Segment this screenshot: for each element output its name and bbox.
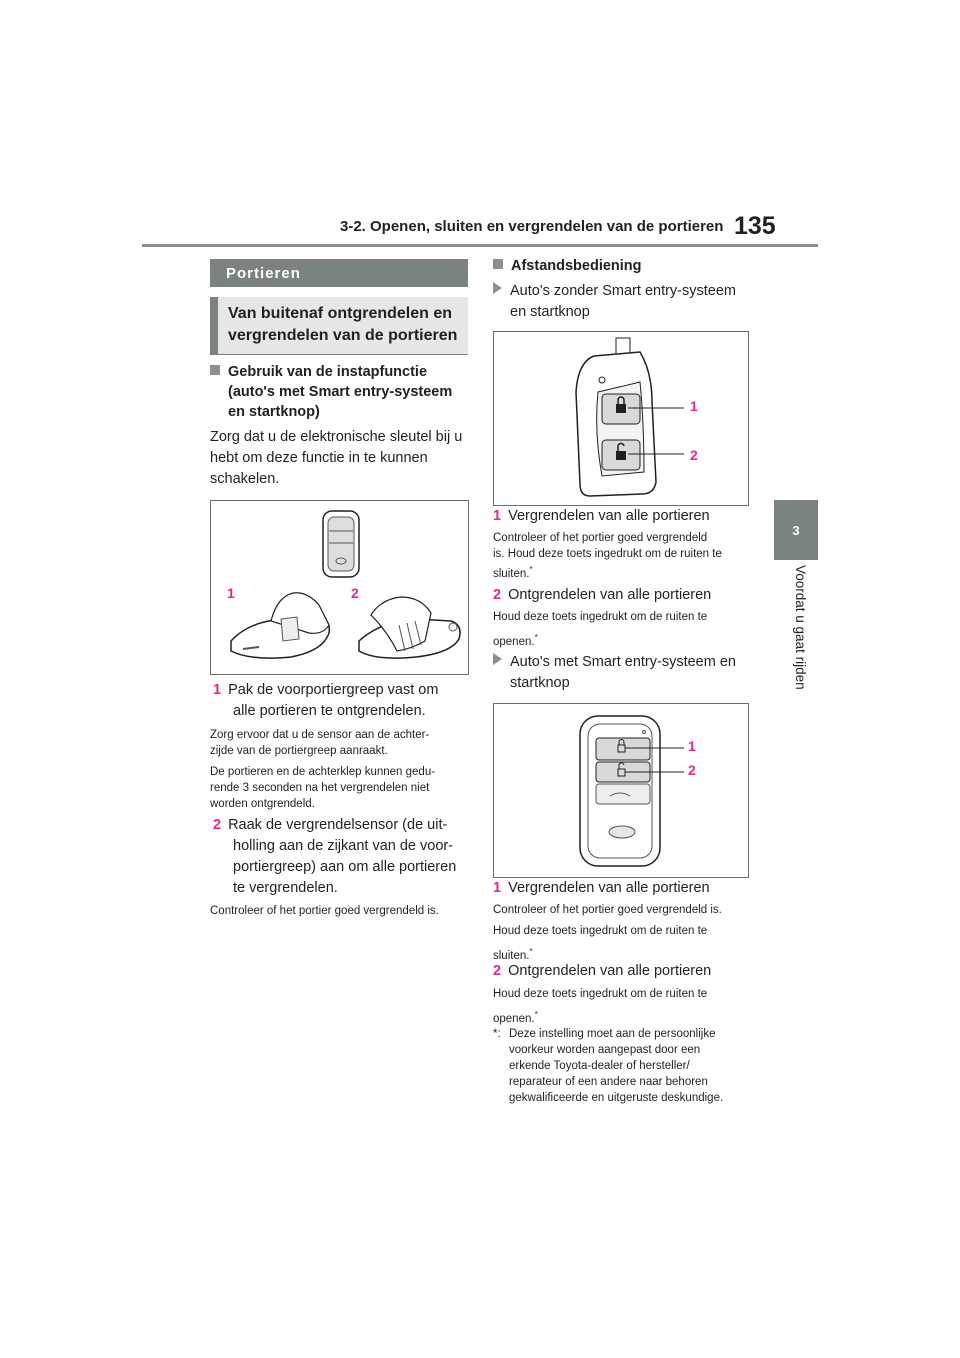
flip-key-callout-1: 1 [690, 398, 698, 414]
flip-key-figure [493, 331, 749, 506]
note-check-locked: Controleer of het portier goed vergrendeld is. [210, 905, 439, 917]
step-1: 1 Pak de voorportiergreep vast om alle portieren te ontgrendelen. [213, 682, 439, 719]
remote-a-item-2: 2 Ontgrendelen van alle portieren [493, 587, 712, 603]
chapter-label: Voordat u gaat rijden [793, 565, 808, 690]
step-2: 2 Raak de vergrendelsensor (de uit- holling aan de zijkant van de voor- portiergreep) aan om alle portieren te vergrendelen. [213, 817, 457, 896]
remote-b-item-1: 1 Vergrendelen van alle portieren [493, 880, 710, 896]
square-bullet-icon [493, 259, 503, 269]
smart-key-figure [493, 703, 749, 878]
subheading-with-smart-entry: Auto's met Smart entry-systeem en startknop [493, 652, 736, 694]
figure-callout-1: 1 [227, 585, 235, 601]
remote-a-item-1: 1 Vergrendelen van alle portieren [493, 508, 710, 524]
remote-a-note-2: Houd deze toets ingedrukt om de ruiten te openen.* [493, 611, 708, 648]
intro-paragraph: Zorg dat u de elektronische sleutel bij u hebt om deze functie in te kunnen schakelen. [210, 429, 463, 487]
note-sensor: Zorg ervoor dat u de sensor aan de achter- zijde van de portiergreep aanraakt. [210, 729, 430, 757]
door-handle-illustration [211, 501, 468, 674]
header-rule [142, 244, 818, 247]
remote-b-note-3: Houd deze toets ingedrukt om de ruiten te openen.* [493, 988, 708, 1025]
remote-b-item-2: 2 Ontgrendelen van alle portieren [493, 963, 712, 979]
remote-b-note-2: Houd deze toets ingedrukt om de ruiten te sluiten.* [493, 925, 708, 962]
triangle-bullet-icon [493, 282, 502, 294]
subsection-title: Van buitenaf ontgrendelen en vergrendelen van de portieren [210, 297, 468, 355]
subheading-without-smart-entry: Auto's zonder Smart entry-systeem en startknop [493, 281, 736, 323]
flip-key-illustration [494, 332, 748, 505]
running-header: 3-2. Openen, sluiten en vergrendelen van de portieren [340, 218, 724, 235]
remote-b-note-1: Controleer of het portier goed vergrendeld is. [493, 904, 722, 916]
flip-key-callout-2: 2 [690, 447, 698, 463]
smart-key-illustration [494, 704, 748, 877]
heading-remote: Afstandsbediening [493, 256, 642, 276]
section-title: Portieren [210, 259, 468, 287]
door-handle-figure [210, 500, 469, 675]
page-number: 135 [734, 212, 776, 240]
chapter-tab: 3 [774, 500, 818, 560]
square-bullet-icon [210, 365, 220, 375]
figure-callout-2: 2 [351, 585, 359, 601]
remote-a-note-1: Controleer of het portier goed vergrendeld is. Houd deze toets ingedrukt om de ruiten te sluiten.* [493, 532, 722, 580]
heading-entry-function: Gebruik van de instapfunctie (auto's met Smart entry-systeem en startknop) [210, 362, 452, 422]
triangle-bullet-icon [493, 653, 502, 665]
note-3-seconds: De portieren en de achterklep kunnen gedu- rende 3 seconden na het vergrendelen niet worden ontgrendeld. [210, 766, 436, 810]
footnote: *: Deze instelling moet aan de persoonlijke voorkeur worden aangepast door een erkende Toyota-dealer of hersteller/ reparateur of een andere naar behoren gekwalificeerde en uitgeruste deskundige. [493, 1028, 724, 1104]
smart-key-callout-2: 2 [688, 762, 696, 778]
smart-key-callout-1: 1 [688, 738, 696, 754]
